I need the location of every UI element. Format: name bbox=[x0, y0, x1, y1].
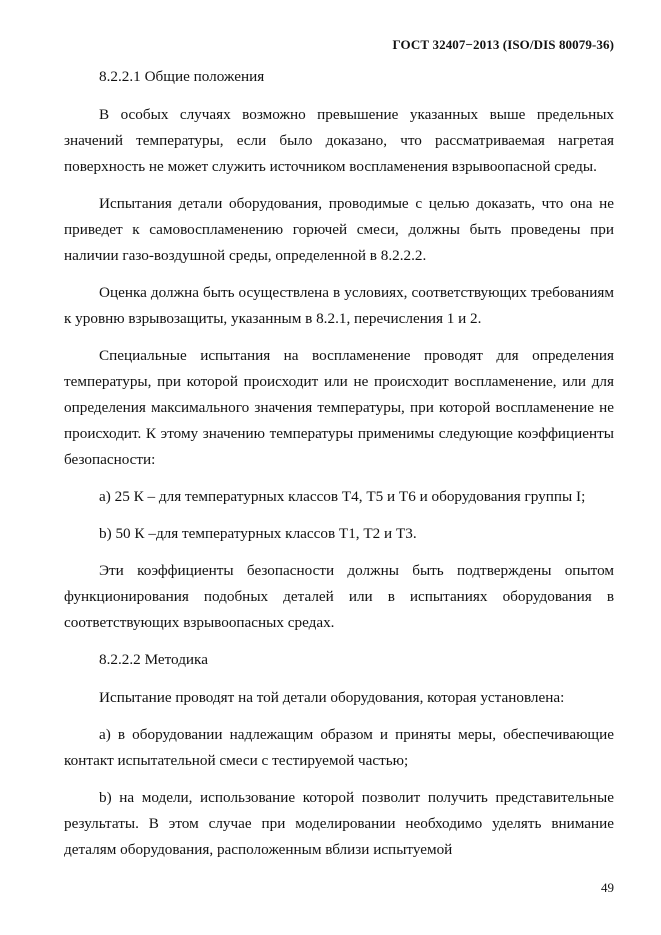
page-number: 49 bbox=[601, 880, 614, 895]
document-header: ГОСТ 32407−2013 (ISO/DIS 80079-36) bbox=[392, 37, 614, 52]
paragraph: Испытание проводят на той детали оборудования, которая установлена: bbox=[99, 689, 565, 706]
list-item: b) 50 К –для температурных классов Т1, Т2 и Т3. bbox=[99, 525, 417, 542]
paragraph: Специальные испытания на воспламенение проводят для определения температуры, при которой происходит или не происходит воспламенение, или для определения максимального значения температуры, при которой воспламенение не происходит. К этому значению температуры применимы следующие коэффициенты безопасности: bbox=[64, 347, 614, 468]
paragraph: Эти коэффициенты безопасности должны быть подтверждены опытом функционирования подобных деталей или в испытаниях оборудования в соответствующих взрывоопасных средах. bbox=[64, 562, 614, 631]
section-heading-general: 8.2.2.1 Общие положения bbox=[99, 68, 265, 85]
paragraph: Испытания детали оборудования, проводимые с целью доказать, что она не приведет к самовоспламенению горючей смеси, должны быть проведены при наличии газо-воздушной среды, определенной в 8.2.2.2. bbox=[64, 195, 614, 264]
document-body bbox=[64, 64, 614, 874]
paragraph: Оценка должна быть осуществлена в условиях, соответствующих требованиям к уровню взрывозащиты, указанным в 8.2.1, перечисления 1 и 2. bbox=[64, 284, 614, 327]
list-item: а) в оборудовании надлежащим образом и приняты меры, обеспечивающие контакт испытательной смеси с тестируемой частью; bbox=[64, 726, 614, 769]
paragraph: В особых случаях возможно превышение указанных выше предельных значений температуры, если было доказано, что рассматриваемая нагретая поверхность не может служить источником воспламенения взрывоопасной среды. bbox=[64, 106, 614, 175]
list-item: b) на модели, использование которой позволит получить представительные результаты. В этом случае при моделировании необходимо уделять внимание деталям оборудования, расположенным вблизи испытуемой bbox=[64, 789, 614, 858]
list-item: a) 25 К – для температурных классов Т4, Т5 и Т6 и оборудования группы I; bbox=[99, 488, 586, 505]
section-heading-method: 8.2.2.2 Методика bbox=[99, 651, 208, 668]
